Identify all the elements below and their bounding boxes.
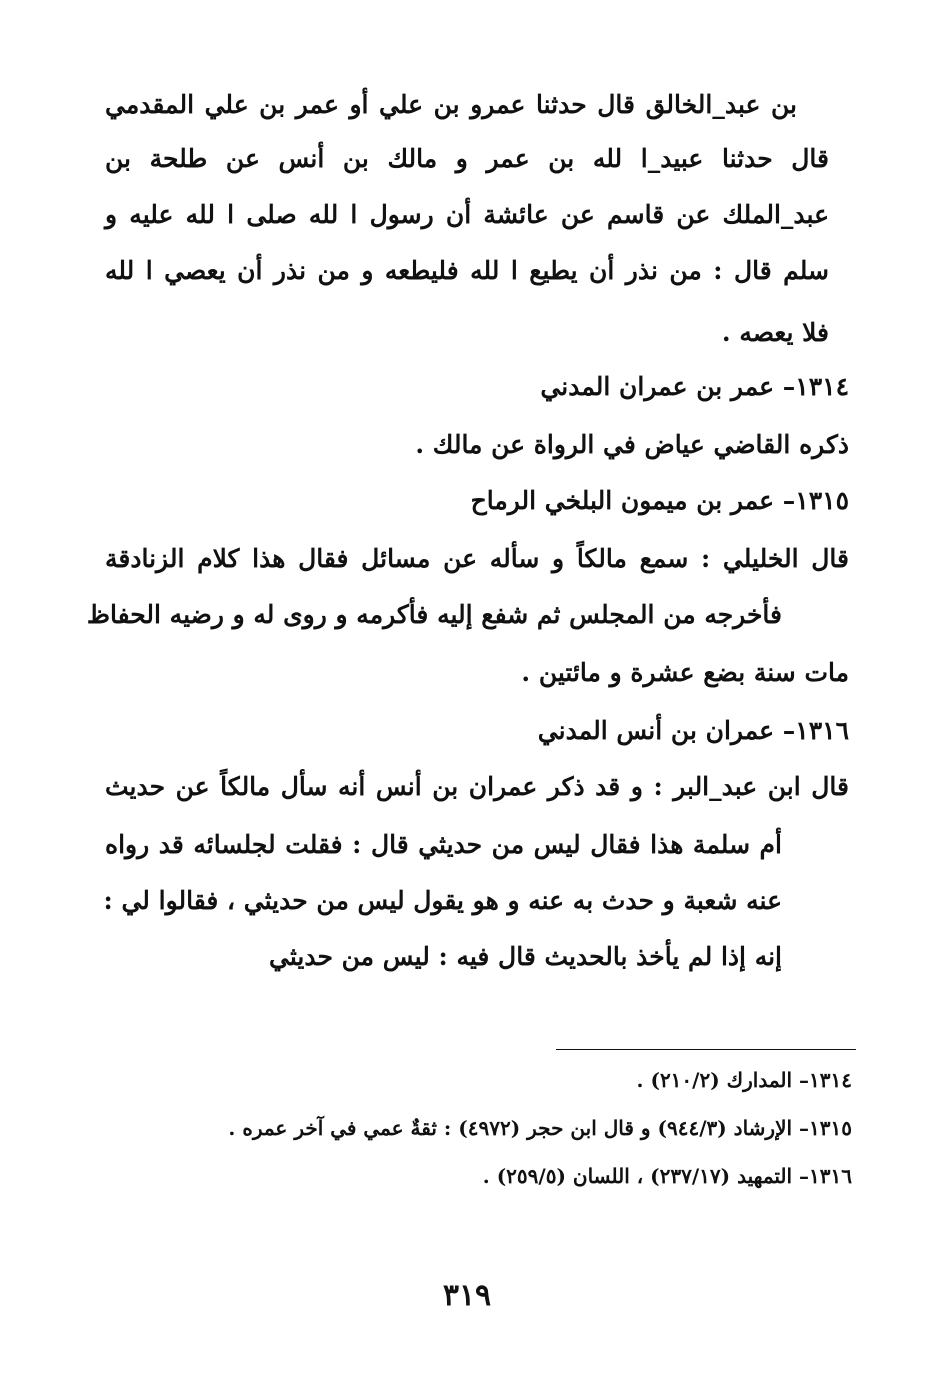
entry-heading-1314: ١٣١٤– عمر بن عمران المدني [540, 372, 849, 401]
text-line: ذكره القاضي عياض في الرواة عن مالك . [415, 430, 849, 459]
text-line: قال حدثنا عبيد_ا لله بن عمر و مالك بن أنس عن طلحة بن [105, 144, 829, 173]
footnote-1316: ١٣١٦– التمهيد (٢٣٧/١٧) ، اللسان (٢٥٩/٥) . [482, 1164, 852, 1188]
text-line: أم سلمة هذا فقال ليس من حديثي قال : فقلت لجلسائه قد رواه [105, 830, 782, 859]
text-line: فأخرجه من المجلس ثم شفع إليه فأكرمه و روى له و رضيه الحفاظ [86, 600, 782, 629]
text-line: بن عبد_الخالق قال حدثنا عمرو بن علي أو عمر بن علي المقدمي [105, 90, 797, 119]
page-number: ٣١٩ [442, 1278, 492, 1313]
text-line: مات سنة بضع عشرة و مائتين . [521, 658, 849, 687]
text-line: عنه شعبة و حدث به عنه و هو يقول ليس من حديثي ، فقالوا لي : [103, 886, 782, 915]
text-line: فلا يعصه . [721, 318, 829, 347]
entry-heading-1315: ١٣١٥– عمر بن ميمون البلخي الرماح [470, 486, 849, 515]
footnote-1314: ١٣١٤– المدارك (٢١٠/٢) . [636, 1068, 852, 1092]
text-line: قال الخليلي : سمع مالكاً و سأله عن مسائل فقال هذا كلام الزنادقة [105, 544, 849, 573]
entry-heading-1316: ١٣١٦– عمران بن أنس المدني [537, 716, 849, 745]
text-line: قال ابن عبد_البر : و قد ذكر عمران بن أنس أنه سأل مالكاً عن حديث [105, 772, 849, 801]
text-line: عبد_الملك عن قاسم عن عائشة أن رسول ا لله صلى ا لله عليه و [105, 200, 829, 229]
footnote-divider [556, 1049, 856, 1050]
footnote-1315: ١٣١٥– الإرشاد (٩٤٤/٣) و قال ابن حجر (٤٩٧٢) : ثقةٌ عمي في آخر عمره . [228, 1116, 852, 1140]
text-line: إنه إذا لم يأخذ بالحديث قال فيه : ليس من حديثي [269, 942, 782, 971]
text-line: سلم قال : من نذر أن يطيع ا لله فليطعه و من نذر أن يعصي ا لله [105, 256, 829, 285]
